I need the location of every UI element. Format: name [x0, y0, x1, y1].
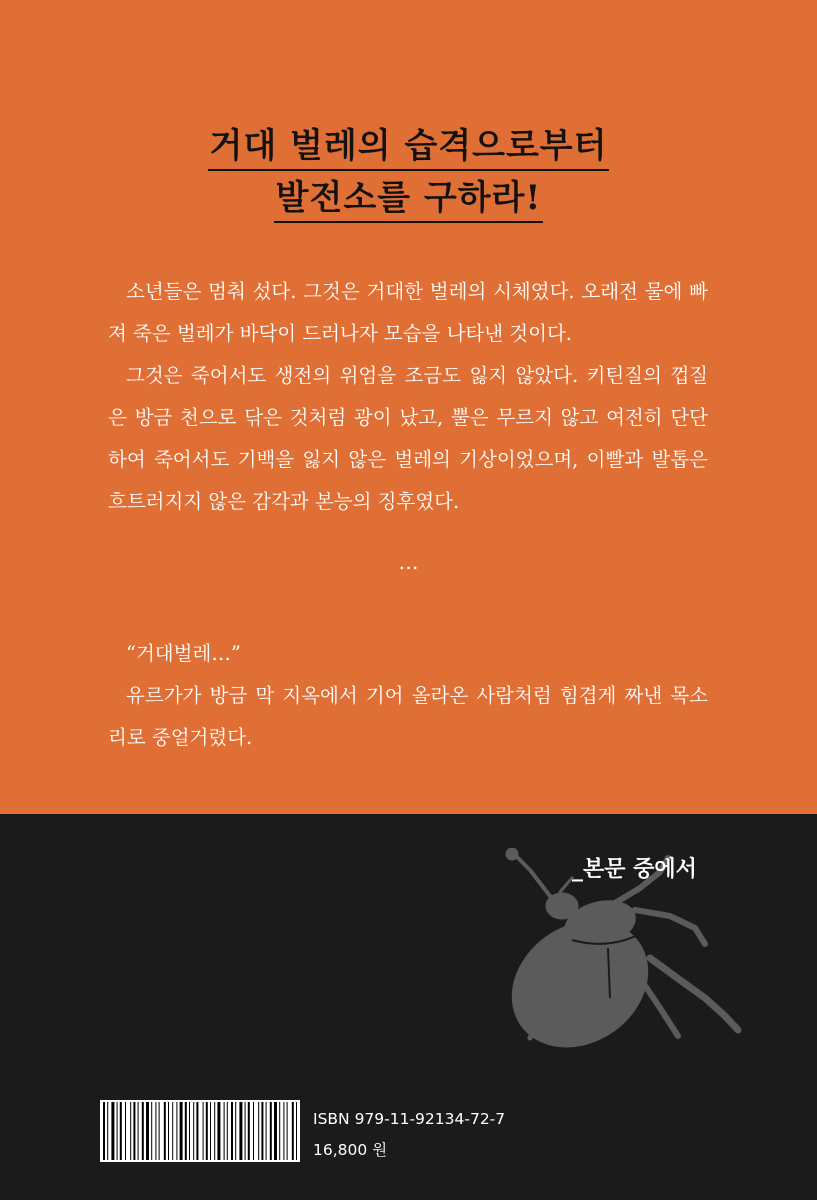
excerpt-paragraph-3: “거대벌레…”: [126, 642, 241, 665]
barcode-icon: [100, 1100, 300, 1162]
headline-line-2: 발전소를 구하라!: [0, 170, 817, 219]
excerpt-paragraph-4: 유르가가 방금 막 지옥에서 기어 올라온 사람처럼 힘겹게 짜낸 목소리로 중얼거렸다.: [108, 684, 708, 749]
headline-line-1: 거대 벌레의 습격으로부터: [0, 118, 817, 167]
price: 16,800 원: [313, 1141, 388, 1159]
excerpt-paragraph-2: 그것은 죽어서도 생전의 위엄을 조금도 잃지 않았다. 키틴질의 껍질은 방금 천으로 닦은 것처럼 광이 났고, 뿔은 무르지 않고 여전히 단단하여 죽어서도 기백을 잃지 않은 벌레의 기상이었으며, 이빨과 발톱은 흐트러지지 않은 감각과 본능의 징후였다.: [108, 364, 708, 513]
source-label: _본문 중에서: [572, 857, 697, 882]
excerpt-paragraph-1: 소년들은 멈춰 섰다. 그것은 거대한 벌레의 시체였다. 오래전 물에 빠져 죽은 벌레가 바닥이 드러나자 모습을 나타낸 것이다.: [108, 280, 708, 345]
excerpt-ellipsis: …: [398, 550, 419, 574]
isbn-number: ISBN 979-11-92134-72-7: [313, 1110, 506, 1128]
